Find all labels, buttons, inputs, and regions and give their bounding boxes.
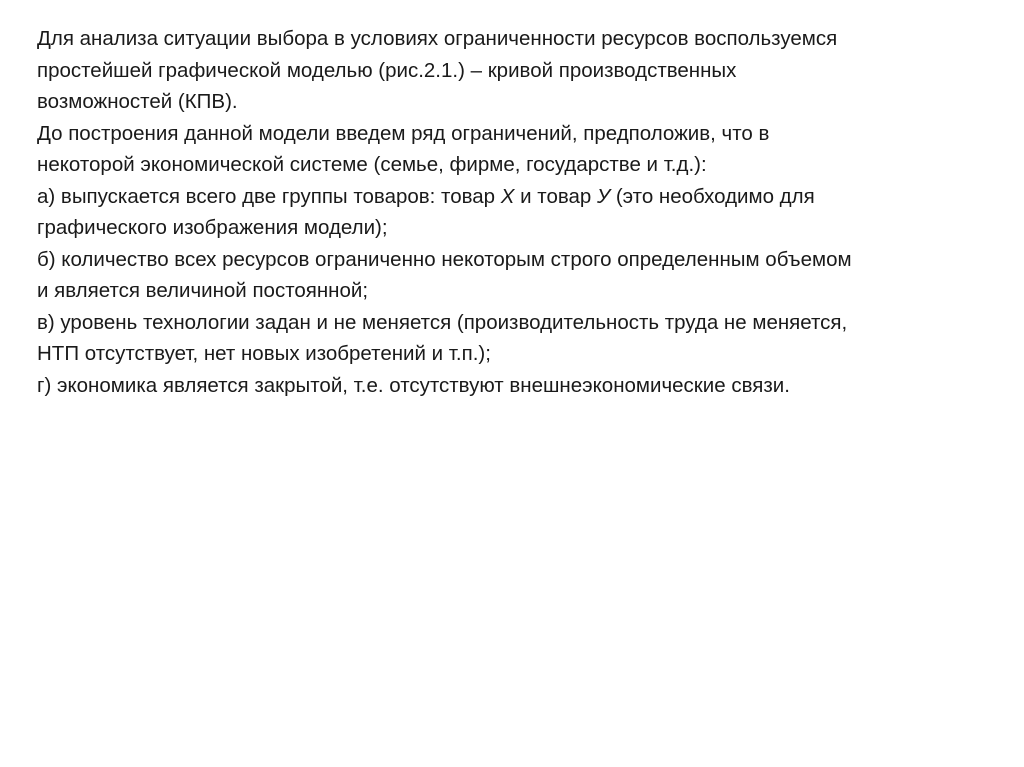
item-a-line-2: графического изображения модели); <box>37 216 388 239</box>
item-a-text-1: а) выпускается всего две группы товаров: товар <box>37 184 501 208</box>
good-x-label: Х <box>500 184 515 208</box>
good-y-label: У <box>597 184 611 208</box>
item-g-line-1: г) экономика является закрытой, т.е. отсутствуют внешнеэкономические связи. <box>37 373 790 397</box>
item-a-text-3: (это необходимо для <box>610 184 815 208</box>
intro-line-2: простейшей графической моделью (рис.2.1.) – кривой производственных <box>37 58 737 82</box>
slide-text-body <box>37 23 997 401</box>
item-b-line-2: и является величиной постоянной; <box>37 279 369 302</box>
item-a-text-2: и товар <box>514 184 598 208</box>
assumptions-line-2: некоторой экономической системе (семье, фирме, государстве и т.д.): <box>37 153 707 176</box>
assumptions-line-1: До построения данной модели введем ряд ограничений, предположив, что в <box>37 121 770 145</box>
intro-line-3: возможностей (КПВ). <box>37 90 238 113</box>
item-b-line-1: б) количество всех ресурсов ограниченно некоторым строго определенным объемом <box>37 247 852 271</box>
item-v-line-1: в) уровень технологии задан и не меняется (производительность труда не меняется, <box>37 310 848 334</box>
item-v-line-2: НТП отсутствует, нет новых изобретений и т.п.); <box>37 342 491 365</box>
item-a-line-1 <box>37 181 997 213</box>
intro-line-1: Для анализа ситуации выбора в условиях ограниченности ресурсов воспользуемся <box>37 27 838 50</box>
